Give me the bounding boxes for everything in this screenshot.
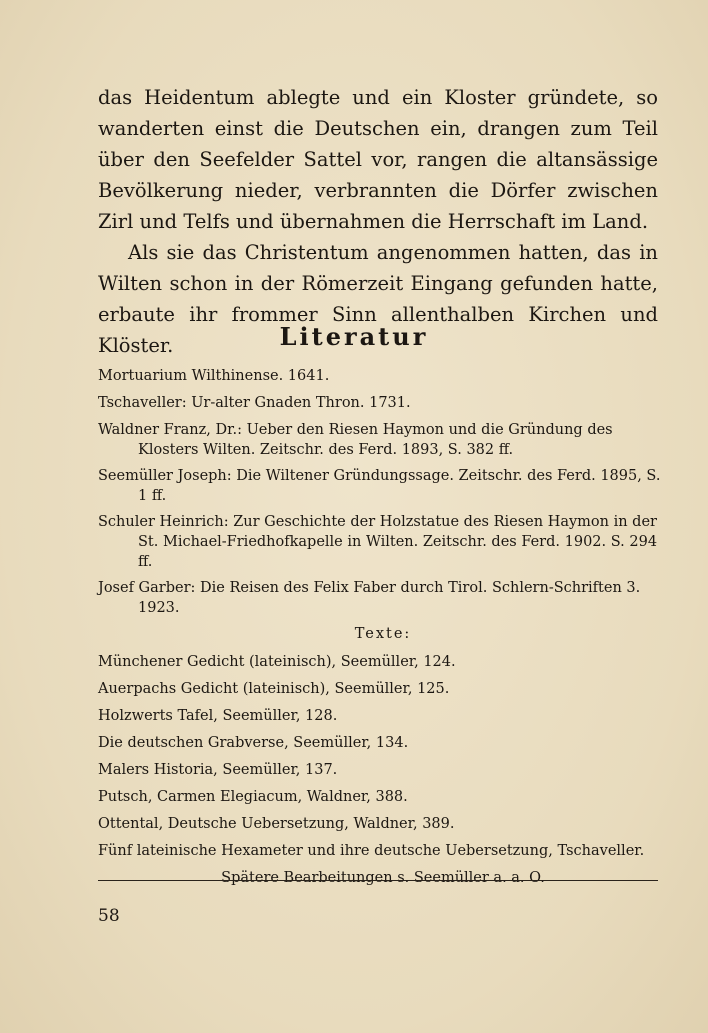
literature-entry: Waldner Franz, Dr.: Ueber den Riesen Haymon und die Gründung des Klosters Wilten. Zeitschr. des Ferd. 1893, S. 382 ff. xyxy=(98,422,613,458)
footer-rule xyxy=(98,880,658,881)
text-entry: Auerpachs Gedicht (lateinisch), Seemüller, 125. xyxy=(98,681,450,697)
text-entry: Die deutschen Grabverse, Seemüller, 134. xyxy=(98,735,409,751)
literature-heading: Literatur xyxy=(279,322,429,351)
body-text xyxy=(98,82,658,361)
literature-entry: Seemüller Joseph: Die Wiltener Gründungssage. Zeitschr. des Ferd. 1895, S. 1 ff. xyxy=(98,468,661,504)
body-paragraph-1: das Heidentum ablegte und ein Kloster gründete, so wanderten einst die Deutschen ein, drangen zum Teil über den Seefelder Sattel vor, rangen die altansässige Bevölkerung nieder, verbrannten die Dörfer zwischen Zirl und Telfs und übernahmen die Herrschaft im Land. xyxy=(98,86,658,233)
literature-entry: Josef Garber: Die Reisen des Felix Faber durch Tirol. Schlern-Schriften 3. 1923. xyxy=(98,580,641,616)
text-entry: Malers Historia, Seemüller, 137. xyxy=(98,762,338,778)
text-entry: Holzwerts Tafel, Seemüller, 128. xyxy=(98,708,338,724)
literature-list xyxy=(98,366,668,888)
later-editions-note: Spätere Bearbeitungen s. Seemüller a. a. O. xyxy=(221,870,545,886)
literature-entry: Tschaveller: Ur-alter Gnaden Thron. 1731. xyxy=(98,395,411,411)
text-entry: Fünf lateinische Hexameter und ihre deutsche Uebersetzung, Tschaveller. xyxy=(98,843,645,859)
literature-entry: Schuler Heinrich: Zur Geschichte der Holzstatue des Riesen Haymon in der St. Michael-Friedhofkapelle in Wilten. Zeitschr. des Ferd. 1902. S. 294 ff. xyxy=(98,514,658,570)
text-entry: Putsch, Carmen Elegiacum, Waldner, 388. xyxy=(98,789,408,805)
text-entry: Ottental, Deutsche Uebersetzung, Waldner, 389. xyxy=(98,816,455,832)
body-paragraph-2: Als sie das Christentum angenommen hatten, das in Wilten schon in der Römerzeit Eingang gefunden hatte, erbaute ihr frommer Sinn allenthalben Kirchen und Klöster. xyxy=(98,241,658,357)
page-number: 58 xyxy=(98,906,120,926)
literature-entry: Mortuarium Wilthinense. 1641. xyxy=(98,368,330,384)
texts-heading: Texte: xyxy=(354,626,412,642)
text-entry: Münchener Gedicht (lateinisch), Seemüller, 124. xyxy=(98,654,456,670)
